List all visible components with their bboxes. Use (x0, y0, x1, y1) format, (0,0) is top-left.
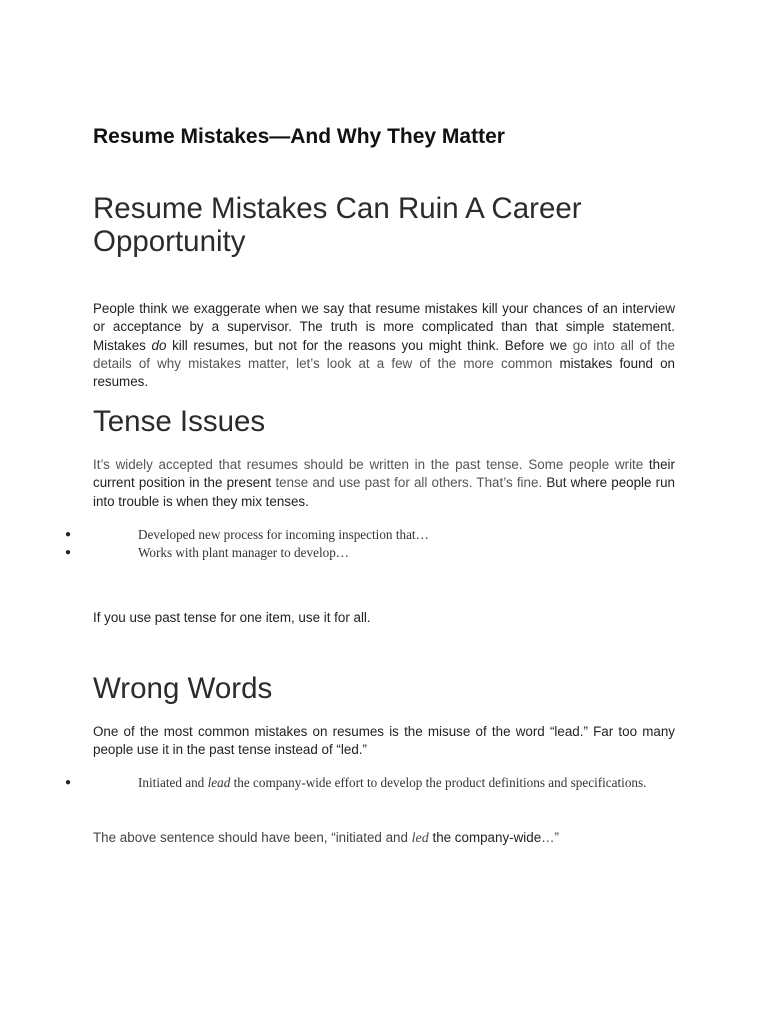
tense-text-1: It’s widely accepted that resumes should be written in the past tense. Some people write (93, 457, 644, 472)
section-heading-career-opportunity: Resume Mistakes Can Ruin A Career Opportunity (93, 192, 582, 258)
intro-paragraph (93, 300, 675, 391)
correction-text-1: The above sentence should have been, “initiated and (93, 830, 412, 845)
section-heading-tense-issues: Tense Issues (93, 405, 266, 438)
list-item (67, 544, 675, 562)
document-title: Resume Mistakes—And Why They Matter (93, 125, 505, 148)
example-emphasis: lead (207, 775, 231, 790)
tense-example-1: Developed new process for incoming inspection that… (138, 527, 429, 542)
correction-sentence (93, 829, 559, 848)
wrong-words-paragraph: One of the most common mistakes on resumes is the misuse of the word “lead.” Far too many people use it in the past tense instead of “led.” (93, 724, 675, 758)
intro-text-1: People think we exaggerate when we say that resume mistakes kill your chances of an interview or acceptance by a supervisor. The truth is more complicated than that simple statement. Mistakes (93, 301, 675, 353)
tense-paragraph (93, 456, 675, 511)
correction-text-2: the company-wide (428, 830, 542, 845)
tense-example-2: Works with plant manager to develop… (138, 545, 349, 560)
list-item (67, 526, 675, 544)
bullet-dot-icon: ● (65, 529, 72, 540)
example-text-1: Initiated and (138, 775, 208, 790)
correction-text-3: …” (541, 830, 559, 845)
list-item (67, 774, 675, 792)
wrong-words-example-list (67, 774, 675, 792)
intro-text-4: mistakes found on resumes. (93, 355, 675, 390)
example-text-2: the company-wide effort to develop the product definitions and specifications. (230, 775, 647, 790)
intro-emphasis: do (151, 337, 167, 353)
section-heading-wrong-words: Wrong Words (93, 672, 273, 705)
bullet-dot-icon: ● (65, 777, 72, 788)
intro-text-2: kill resumes, but not for the reasons you might think. Before we (166, 337, 573, 353)
intro-text-3: go into all of the details of why mistakes matter, let’s look at a few of the more common (93, 337, 675, 371)
bullet-dot-icon: ● (65, 547, 72, 558)
tense-text-3: tense and use past for all others. That’s fine. (275, 475, 543, 491)
tense-note: If you use past tense for one item, use it for all. (93, 610, 371, 625)
correction-emphasis: led (411, 831, 429, 846)
tense-text-2: their current position in the present (93, 457, 675, 491)
tense-text-4: But where people run into trouble is when they mix tenses. (93, 475, 675, 509)
wrong-words-example (93, 774, 675, 792)
tense-example-list (67, 526, 675, 562)
